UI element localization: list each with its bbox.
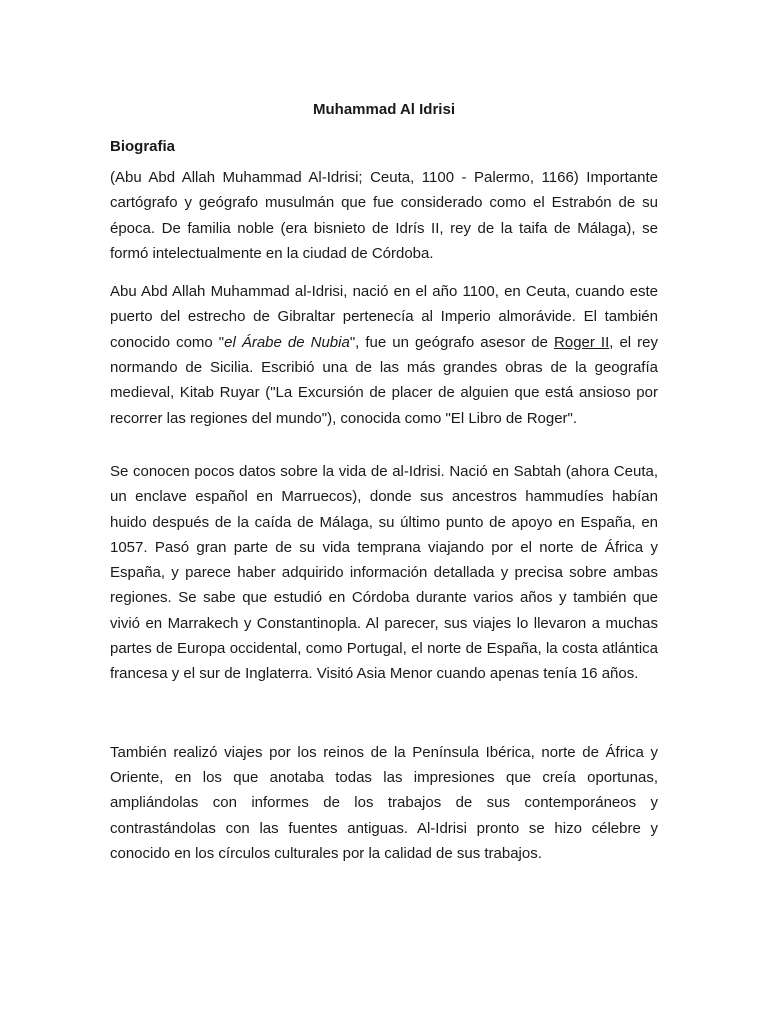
section-heading: Biografia xyxy=(110,138,176,155)
paragraph-birth xyxy=(110,279,658,431)
paragraph-birth-text-1: Abu Abd Allah Muhammad al-Idrisi, nació en el año 1100, en Ceuta, cuando este puerto del estrecho de Gibraltar pertenecía al Imperio almorávide. El también conocido como " xyxy=(110,283,658,351)
nickname-italic: el Árabe de Nubia xyxy=(224,333,350,351)
paragraph-birth-text-3: , el rey normando de Sicilia. Escribió una de las más grandes obras de la geografía medieval, Kitab Ruyar ("La Excursión de placer de alguien que está ansioso por recorrer las regiones del mundo"), conocida como "El Libro de Roger". xyxy=(110,333,659,427)
paragraph-travels: También realizó viajes por los reinos de la Península Ibérica, norte de África y Oriente, en los que anotaba todas las impresiones que creía oportunas, ampliándolas con informes de los trabajos de sus contemporáneos y contrastándolas con las fuentes antiguas. Al-Idrisi pronto se hizo célebre y conocido en los círculos culturales por la calidad de sus trabajos. xyxy=(110,743,658,862)
paragraph-birth-text-2: ", fue un geógrafo asesor de xyxy=(349,333,555,351)
spacer xyxy=(110,687,658,740)
roger-ii-link[interactable]: Roger II xyxy=(554,333,610,351)
document-title: Muhammad Al Idrisi xyxy=(313,101,455,118)
paragraph-intro: (Abu Abd Allah Muhammad Al-Idrisi; Ceuta, 1100 - Palermo, 1166) Importante cartógrafo y geógrafo musulmán que fue considerado como el Estrabón de su época. De familia noble (era bisnieto de Idrís II, rey de la taifa de Málaga), se formó intelectualmente en la ciudad de Córdoba. xyxy=(110,169,658,262)
paragraph-life: Se conocen pocos datos sobre la vida de al-Idrisi. Nació en Sabtah (ahora Ceuta, un enclave español en Marruecos), donde sus ancestros hammudíes habían huido después de la caída de Málaga, su último punto de apoyo en España, en 1057. Pasó gran parte de su vida temprana viajando por el norte de África y España, y parece haber adquirido información detallada y precisa sobre ambas regiones. Se sabe que estudió en Córdoba durante varios años y también que vivió en Marrakech y Constantinopla. Al parecer, sus viajes lo llevaron a muchas partes de Europa occidental, como Portugal, el norte de España, la costa atlántica francesa y el sur de Inglaterra. Visitó Asia Menor cuando apenas tenía 16 años. xyxy=(110,462,658,683)
document-page xyxy=(110,96,658,866)
spacer xyxy=(110,431,658,459)
